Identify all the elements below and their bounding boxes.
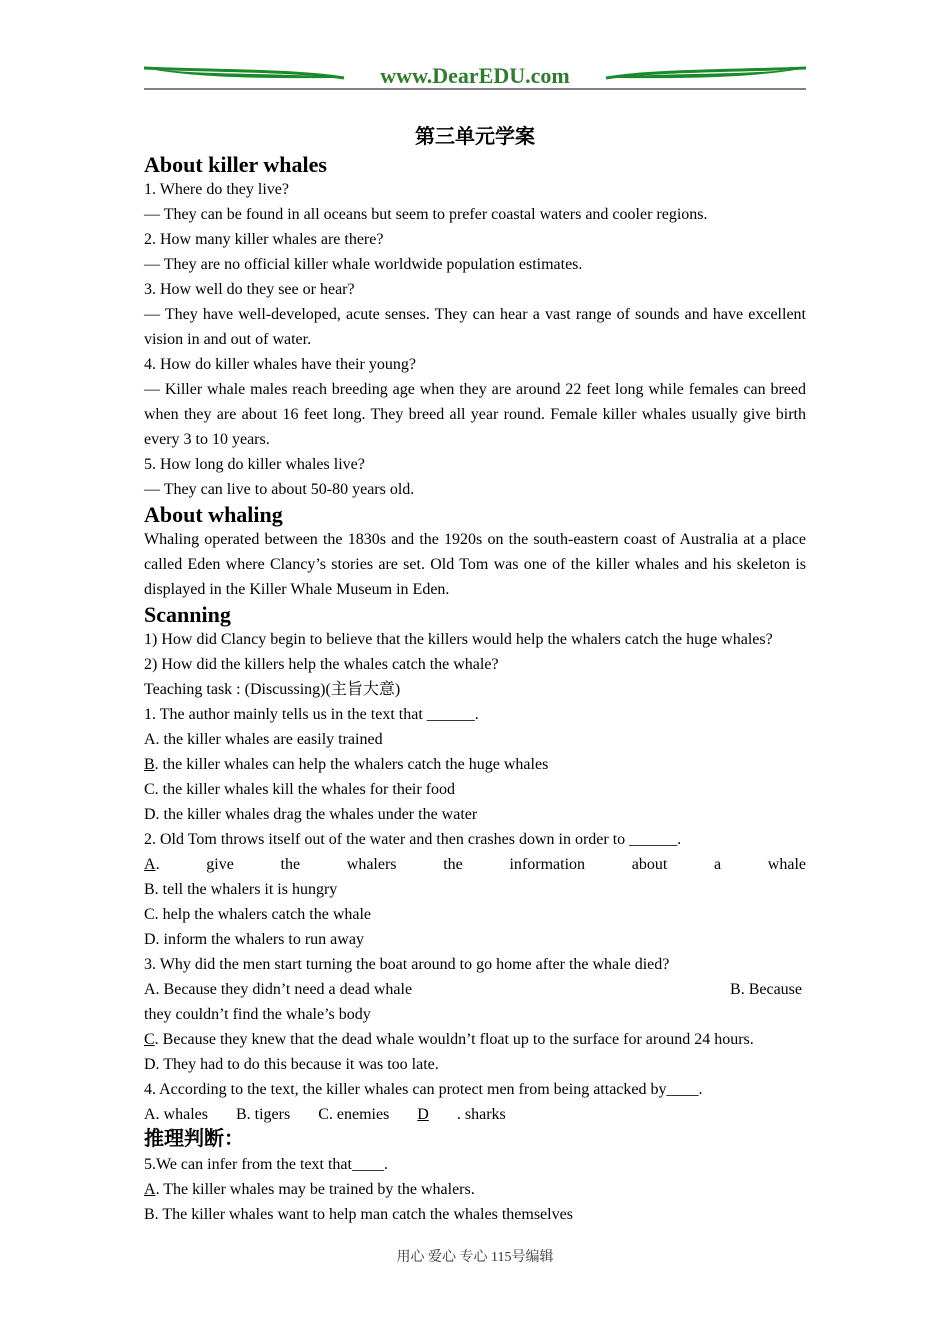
banner-graphic xyxy=(144,62,806,92)
question-4: 4. How do killer whales have their young? xyxy=(144,356,416,373)
mc2-option-d: D. inform the whalers to run away xyxy=(144,931,364,948)
main-content xyxy=(144,122,806,1227)
section-heading-scanning: Scanning xyxy=(144,602,231,627)
mc5-option-a xyxy=(144,1177,806,1202)
mc-question-2: 2. Old Tom throws itself out of the water and then crashes down in order to ______. xyxy=(144,831,682,848)
answer-2: — They are no official killer whale worldwide population estimates. xyxy=(144,256,583,273)
answer-letter: D xyxy=(417,1106,429,1123)
mc4-option-b: B. tigers xyxy=(235,1106,291,1123)
word: the xyxy=(280,856,301,873)
mc3-options-ab xyxy=(144,977,806,1002)
word: whale xyxy=(767,856,806,873)
word: the xyxy=(443,856,463,873)
mc2-option-b: B. tell the whalers it is hungry xyxy=(144,881,338,898)
option-text: . The killer whales may be trained by the whalers. xyxy=(155,1181,475,1198)
answer-1: — They can be found in all oceans but seem to prefer coastal waters and cooler regions. xyxy=(144,206,708,223)
word: . xyxy=(155,856,160,873)
mc2-option-c: C. help the whalers catch the whale xyxy=(144,906,372,923)
option-text: . sharks xyxy=(456,1106,506,1123)
answer-letter: A xyxy=(144,1181,156,1198)
mc1-option-b xyxy=(144,752,806,777)
answer-letter: A xyxy=(144,856,156,873)
word: a xyxy=(713,856,722,873)
mc3-option-d: D. They had to do this because it was too late. xyxy=(144,1056,439,1073)
mc5-option-b: B. The killer whales want to help man catch the whales themselves xyxy=(144,1206,573,1223)
banner-site-text: www.DearEDU.com xyxy=(380,63,570,88)
answer-3: — They have well-developed, acute senses. They can hear a vast range of sounds and have excellent vision in and out of water. xyxy=(144,306,806,348)
question-3: 3. How well do they see or hear? xyxy=(144,281,355,298)
mc-question-4: 4. According to the text, the killer whales can protect men from being attacked by____. xyxy=(144,1081,703,1098)
mc4-option-a: A. whales xyxy=(144,1106,208,1123)
mc4-options xyxy=(144,1102,806,1127)
word: information xyxy=(509,856,586,873)
answer-5: — They can live to about 50-80 years old. xyxy=(144,481,415,498)
page-footer: 用心 爱心 专心 115号编辑 xyxy=(396,1250,554,1265)
mc-question-3: 3. Why did the men start turning the boat around to go home after the whale died? xyxy=(144,956,670,973)
mc-question-5: 5.We can infer from the text that____. xyxy=(144,1156,388,1173)
answer-letter: C xyxy=(144,1031,155,1048)
mc3-option-c xyxy=(144,1027,806,1052)
option-text: . Because they knew that the dead whale wouldn’t float up to the surface for around 24 hours. xyxy=(154,1031,754,1048)
question-1: 1. Where do they live? xyxy=(144,181,289,198)
mc-question-1: 1. The author mainly tells us in the text that ______. xyxy=(144,706,479,723)
mc2-option-a xyxy=(144,852,806,877)
word: give xyxy=(206,856,234,873)
word: about xyxy=(631,856,668,873)
answer-letter: B xyxy=(144,756,155,773)
section-heading-inference: 推理判断： xyxy=(144,1128,244,1150)
mc1-option-d: D. the killer whales drag the whales under the water xyxy=(144,806,478,823)
page-title: 第三单元学案 xyxy=(415,126,535,148)
mc4-option-c: C. enemies xyxy=(318,1106,390,1123)
mc3-option-b-rest: they couldn’t find the whale’s body xyxy=(144,1006,371,1023)
site-banner xyxy=(144,62,806,92)
section-heading-killer-whales: About killer whales xyxy=(144,152,327,177)
mc3-option-a: A. Because they didn’t need a dead whale xyxy=(144,981,413,998)
mc1-option-a: A. the killer whales are easily trained xyxy=(144,731,383,748)
mc4-option-d xyxy=(417,1102,533,1127)
mc1-option-c: C. the killer whales kill the whales for their food xyxy=(144,781,456,798)
word: whalers xyxy=(346,856,397,873)
question-5: 5. How long do killer whales live? xyxy=(144,456,365,473)
option-a-start xyxy=(144,852,160,877)
scanning-question-2: 2) How did the killers help the whales catch the whale? xyxy=(144,656,499,673)
option-text: . the killer whales can help the whalers catch the huge whales xyxy=(154,756,549,773)
whaling-paragraph: Whaling operated between the 1830s and the 1920s on the south-eastern coast of Australia at a place called Eden where Clancy’s stories are set. Old Tom was one of the killer whales and his skeleton is displayed in the Killer Whale Museum in Eden. xyxy=(144,531,806,598)
scanning-question-1: 1) How did Clancy begin to believe that the killers would help the whalers catch the huge whales? xyxy=(144,631,773,648)
teaching-task: Teaching task : (Discussing)(主旨大意) xyxy=(144,681,401,698)
question-2: 2. How many killer whales are there? xyxy=(144,231,384,248)
section-heading-whaling: About whaling xyxy=(144,502,283,527)
mc3-option-b-start: B. Because xyxy=(730,981,802,998)
answer-4: — Killer whale males reach breeding age when they are around 22 feet long while females can breed when they are about 16 feet long. They breed all year round. Female killer whales usually give birth every 3 to 10 years. xyxy=(144,381,806,448)
